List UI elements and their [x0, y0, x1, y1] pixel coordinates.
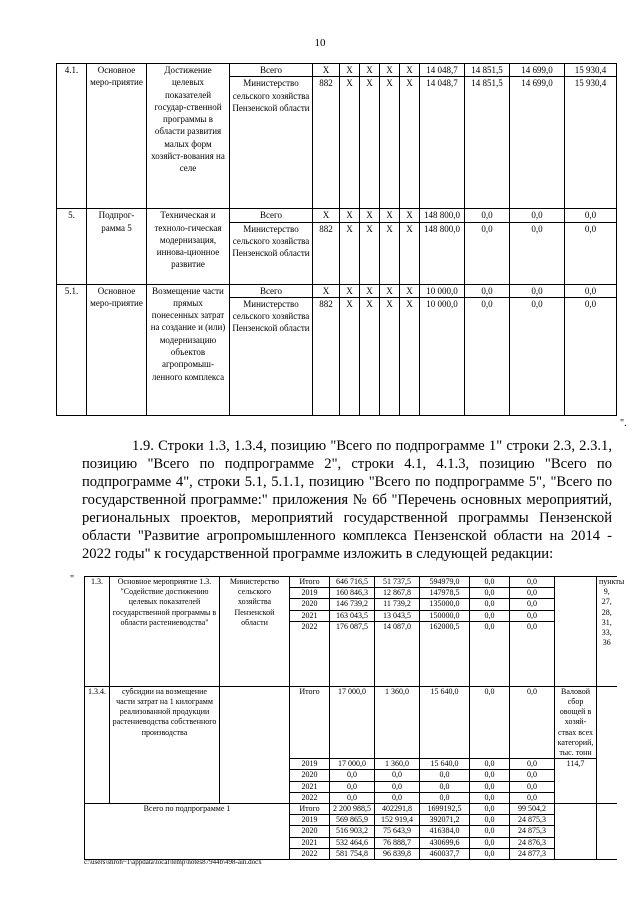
- year-value-cell: 0,0: [510, 577, 555, 588]
- value-cell: 14 851,5: [465, 64, 510, 77]
- x-cell: X: [400, 64, 420, 77]
- year-value-cell: 0,0: [470, 848, 510, 859]
- row-name: Достижение целевых показателей государ-ственной программы в области развития малых форм хозяйст-вования на селе: [147, 64, 230, 209]
- x-cell: X: [340, 297, 360, 415]
- year-value-cell: Итого: [290, 577, 330, 588]
- year-value-cell: 13 043,5: [375, 610, 420, 621]
- year-value-cell: 0,0: [470, 588, 510, 599]
- year-value-cell: 2022: [290, 848, 330, 859]
- year-value-cell: 646 716,5: [330, 577, 375, 588]
- opening-quote: ": [70, 574, 75, 585]
- year-value-cell: 0,0: [510, 781, 555, 792]
- year-value-cell: 2019: [290, 815, 330, 826]
- value-cell: 0,0: [565, 297, 617, 415]
- code-cell: X: [313, 209, 340, 222]
- year-value-cell: 15 640,0: [420, 759, 470, 770]
- year-value-cell: 0,0: [510, 792, 555, 803]
- year-value-cell: 17 000,0: [330, 759, 375, 770]
- year-value-cell: 24 875,3: [510, 815, 555, 826]
- year-value-cell: 0,0: [375, 770, 420, 781]
- program-table-bottom: [84, 576, 625, 860]
- file-path-footer: c:\users\shroh~1\appdata\local\temp\notes87944b\498-ain.docx: [84, 858, 262, 866]
- value-cell: 0,0: [465, 222, 510, 284]
- year-value-cell: 1699192,5: [420, 804, 470, 815]
- value-cell: 10 000,0: [420, 284, 465, 297]
- year-value-cell: 2019: [290, 759, 330, 770]
- x-cell: X: [360, 209, 380, 222]
- year-value-cell: 2020: [290, 599, 330, 610]
- value-cell: 0,0: [565, 209, 617, 222]
- year-value-cell: 14 087,0: [375, 621, 420, 686]
- year-value-cell: 163 043,5: [330, 610, 375, 621]
- executor-cell: Министерство сельского хозяйства Пензенской области: [230, 77, 313, 209]
- year-value-cell: 2020: [290, 826, 330, 837]
- x-cell: X: [380, 222, 400, 284]
- year-value-cell: 0,0: [470, 815, 510, 826]
- year-value-cell: 0,0: [470, 781, 510, 792]
- closing-quote: ".: [620, 418, 627, 429]
- value-cell: 14 699,0: [510, 77, 565, 209]
- row-number: 1.3.4.: [85, 686, 110, 803]
- year-value-cell: 0,0: [330, 781, 375, 792]
- table-row: [57, 64, 617, 77]
- year-value-cell: 2022: [290, 792, 330, 803]
- table-row: [85, 686, 617, 758]
- row-name: Техническая и техноло-гическая модернизация, иннова-ционное развитие: [147, 209, 230, 284]
- table-row: [57, 209, 617, 222]
- amendment-paragraph: 1.9. Строки 1.3, 1.3.4, позицию "Всего по подпрограмме 1" строки 2.3, 2.3.1, позицию "Всего по подпрограмме 2", строки 4.1, 4.1.3, позицию "Всего по подпрограмме 4", строки 5.1, 5.1.1, позицию "Всего по подпрограмме 5", "Всего по государственной программе:" приложения № 6б "Перечень основных мероприятий, региональных проектов, мероприятий государственной программы Пензенской области "Развитие агропромышленного комплекса Пензенской области на 2014 - 2022 годы" к государственной программе изложить в следующей редакции:: [82, 438, 612, 562]
- year-value-cell: 0,0: [470, 577, 510, 588]
- x-cell: X: [400, 209, 420, 222]
- year-value-cell: Итого: [290, 804, 330, 815]
- x-cell: X: [360, 222, 380, 284]
- executor-cell: Всего: [230, 284, 313, 297]
- row-name: Основное мероприятие 1.3. "Содействие достижению целевых показателей государственной программы в области растениеводства": [110, 577, 220, 687]
- table-row: [57, 284, 617, 297]
- row-number: 5.1.: [57, 284, 87, 415]
- year-value-cell: 0,0: [470, 770, 510, 781]
- year-value-cell: 76 888,7: [375, 837, 420, 848]
- row-name: субсидии на возмещение части затрат на 1 килограмм реализованной продукции растениеводства собственного производства: [110, 686, 220, 803]
- year-value-cell: 0,0: [510, 599, 555, 610]
- row-number: 5.: [57, 209, 87, 284]
- year-value-cell: 2021: [290, 781, 330, 792]
- year-value-cell: 0,0: [510, 588, 555, 599]
- year-value-cell: 1 360,0: [375, 686, 420, 758]
- year-value-cell: 51 737,5: [375, 577, 420, 588]
- program-table-top: [56, 63, 617, 416]
- year-value-cell: 146 739,2: [330, 599, 375, 610]
- year-value-cell: 11 739,2: [375, 599, 420, 610]
- year-value-cell: 2022: [290, 621, 330, 686]
- year-value-cell: 0,0: [330, 792, 375, 803]
- x-cell: X: [400, 77, 420, 209]
- year-value-cell: 569 865,9: [330, 815, 375, 826]
- value-cell: 0,0: [510, 222, 565, 284]
- executor-cell: Министерство сельского хозяйства Пензенской области: [220, 577, 290, 687]
- reference-cell: [597, 686, 617, 803]
- year-value-cell: 152 919,4: [375, 815, 420, 826]
- reference-cell: [597, 804, 617, 860]
- value-cell: 14 048,7: [420, 64, 465, 77]
- year-value-cell: 135000,0: [420, 599, 470, 610]
- value-cell: 0,0: [465, 209, 510, 222]
- executor-cell: Министерство сельского хозяйства Пензенской области: [230, 297, 313, 415]
- table-row: [85, 577, 617, 588]
- year-value-cell: 24 876,3: [510, 837, 555, 848]
- page-number: 10: [314, 37, 326, 49]
- indicator-cell: [555, 577, 597, 687]
- code-cell: 882: [313, 222, 340, 284]
- row-type: Основное меро-приятие: [87, 64, 147, 209]
- year-value-cell: 516 903,2: [330, 826, 375, 837]
- year-value-cell: 15 640,0: [420, 686, 470, 758]
- x-cell: X: [340, 222, 360, 284]
- value-cell: 14 699,0: [510, 64, 565, 77]
- year-value-cell: 176 087,5: [330, 621, 375, 686]
- year-value-cell: 24 877,3: [510, 848, 555, 859]
- row-type: Подпрог-рамма 5: [87, 209, 147, 284]
- year-value-cell: 460037,7: [420, 848, 470, 859]
- x-cell: X: [400, 222, 420, 284]
- year-value-cell: 0,0: [470, 686, 510, 758]
- year-value-cell: 0,0: [510, 759, 555, 770]
- year-value-cell: 2021: [290, 837, 330, 848]
- value-cell: 0,0: [465, 284, 510, 297]
- value-cell: 0,0: [510, 297, 565, 415]
- x-cell: X: [360, 284, 380, 297]
- year-value-cell: 99 504,2: [510, 804, 555, 815]
- row-name: Возмещение части прямых понесенных затрат на создание и (или) модернизацию объектов агропромыш-ленного комплекса: [147, 284, 230, 415]
- year-value-cell: 0,0: [420, 792, 470, 803]
- year-value-cell: 0,0: [470, 804, 510, 815]
- year-value-cell: 402291,8: [375, 804, 420, 815]
- x-cell: X: [380, 64, 400, 77]
- year-value-cell: 0,0: [510, 770, 555, 781]
- x-cell: X: [360, 77, 380, 209]
- year-value-cell: 12 867,8: [375, 588, 420, 599]
- value-cell: 15 930,4: [565, 64, 617, 77]
- value-cell: 148 800,0: [420, 222, 465, 284]
- year-value-cell: 2 200 988,5: [330, 804, 375, 815]
- code-cell: X: [313, 64, 340, 77]
- year-value-cell: 2019: [290, 588, 330, 599]
- x-cell: X: [380, 209, 400, 222]
- x-cell: X: [380, 284, 400, 297]
- x-cell: X: [360, 64, 380, 77]
- value-cell: 15 930,4: [565, 77, 617, 209]
- year-value-cell: 0,0: [420, 781, 470, 792]
- year-value-cell: 75 643,9: [375, 826, 420, 837]
- year-value-cell: 532 464,6: [330, 837, 375, 848]
- year-value-cell: 2021: [290, 610, 330, 621]
- value-cell: 0,0: [510, 209, 565, 222]
- year-value-cell: 0,0: [470, 826, 510, 837]
- year-value-cell: 0,0: [510, 686, 555, 758]
- value-cell: 14 851,5: [465, 77, 510, 209]
- executor-cell: [220, 686, 290, 803]
- year-value-cell: 0,0: [510, 610, 555, 621]
- executor-cell: Всего: [230, 64, 313, 77]
- code-cell: 882: [313, 77, 340, 209]
- reference-cell: пункты 9, 27, 28, 31, 33, 36: [597, 577, 617, 687]
- x-cell: X: [400, 284, 420, 297]
- row-number: 1.3.: [85, 577, 110, 687]
- executor-cell: Министерство сельского хозяйства Пензенской области: [230, 222, 313, 284]
- indicator-value-cell: 114,7: [555, 759, 597, 804]
- year-value-cell: 0,0: [470, 837, 510, 848]
- year-value-cell: 96 839,8: [375, 848, 420, 859]
- executor-cell: Всего: [230, 209, 313, 222]
- year-value-cell: 0,0: [420, 770, 470, 781]
- x-cell: X: [400, 297, 420, 415]
- value-cell: 0,0: [565, 222, 617, 284]
- table-row: [85, 804, 617, 815]
- x-cell: X: [380, 297, 400, 415]
- year-value-cell: 0,0: [470, 792, 510, 803]
- year-value-cell: 0,0: [470, 610, 510, 621]
- x-cell: X: [360, 297, 380, 415]
- year-value-cell: 24 875,3: [510, 826, 555, 837]
- subtotal-label: Всего по подпрограмме 1: [85, 804, 290, 860]
- x-cell: X: [340, 284, 360, 297]
- year-value-cell: 0,0: [375, 781, 420, 792]
- value-cell: 0,0: [565, 284, 617, 297]
- x-cell: X: [380, 77, 400, 209]
- year-value-cell: 1 360,0: [375, 759, 420, 770]
- row-number: 4.1.: [57, 64, 87, 209]
- value-cell: 14 048,7: [420, 77, 465, 209]
- value-cell: 10 000,0: [420, 297, 465, 415]
- year-value-cell: 430699,6: [420, 837, 470, 848]
- year-value-cell: 392071,2: [420, 815, 470, 826]
- year-value-cell: 581 754,8: [330, 848, 375, 859]
- x-cell: X: [340, 64, 360, 77]
- year-value-cell: 160 846,3: [330, 588, 375, 599]
- code-cell: X: [313, 284, 340, 297]
- year-value-cell: 2020: [290, 770, 330, 781]
- indicator-cell: Валовой сбор овощей в хозяй-ствах всех категорий, тыс. тонн: [555, 686, 597, 758]
- indicator-cell: [555, 804, 597, 860]
- value-cell: 0,0: [510, 284, 565, 297]
- year-value-cell: 594979,0: [420, 577, 470, 588]
- row-type: Основное меро-приятие: [87, 284, 147, 415]
- value-cell: 148 800,0: [420, 209, 465, 222]
- year-value-cell: 0,0: [470, 621, 510, 686]
- year-value-cell: 147978,5: [420, 588, 470, 599]
- year-value-cell: 0,0: [510, 621, 555, 686]
- year-value-cell: 162000,5: [420, 621, 470, 686]
- year-value-cell: 0,0: [470, 599, 510, 610]
- year-value-cell: 150000,0: [420, 610, 470, 621]
- year-value-cell: 17 000,0: [330, 686, 375, 758]
- year-value-cell: 0,0: [470, 759, 510, 770]
- year-value-cell: 0,0: [330, 770, 375, 781]
- year-value-cell: Итого: [290, 686, 330, 758]
- year-value-cell: 416384,0: [420, 826, 470, 837]
- year-value-cell: 0,0: [375, 792, 420, 803]
- x-cell: X: [340, 209, 360, 222]
- value-cell: 0,0: [465, 297, 510, 415]
- code-cell: 882: [313, 297, 340, 415]
- x-cell: X: [340, 77, 360, 209]
